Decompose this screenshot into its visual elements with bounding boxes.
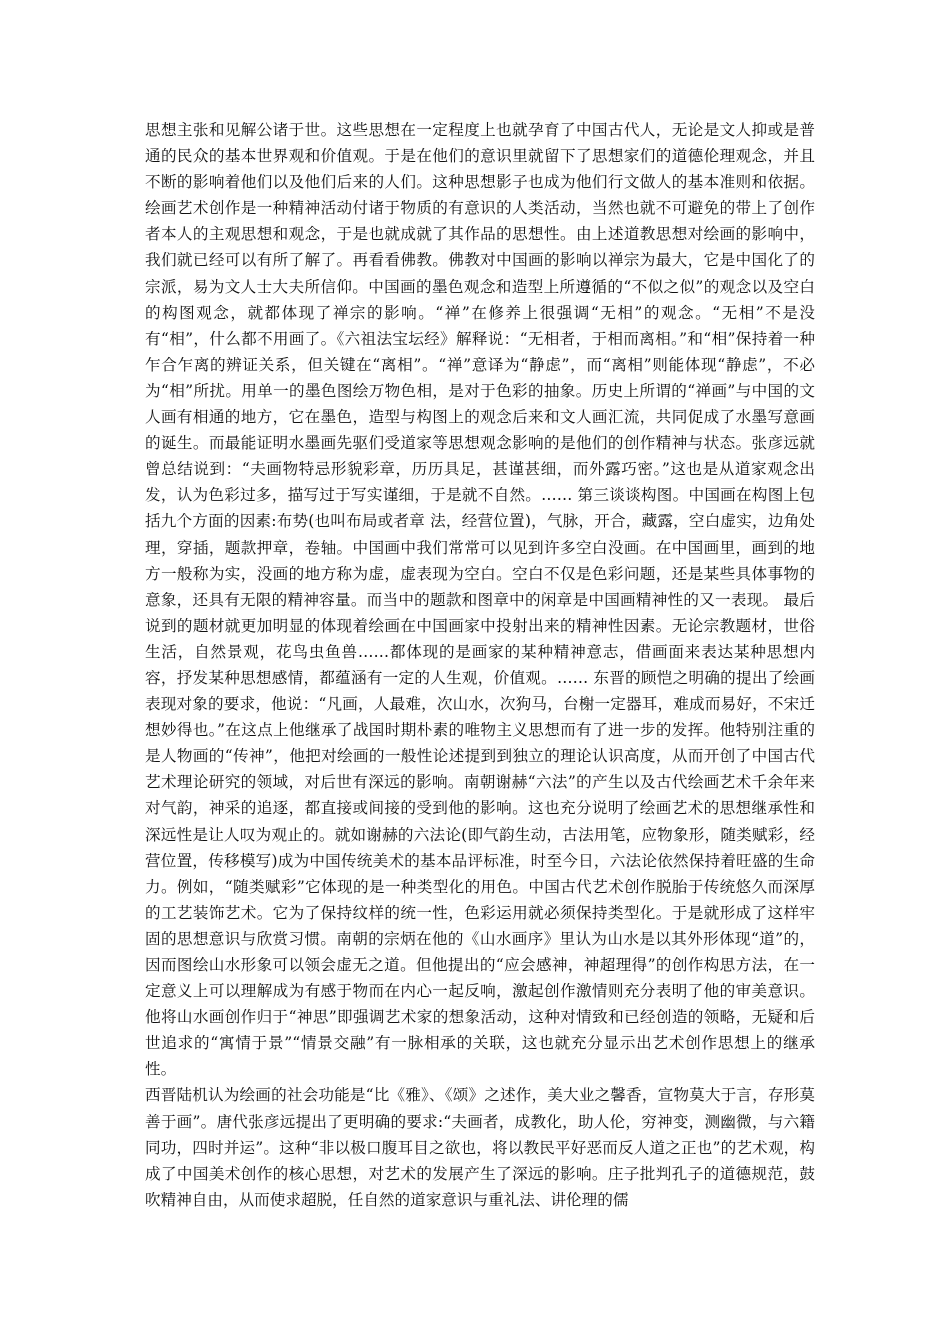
body-paragraph: 西晋陆机认为绘画的社会功能是“比《雅》、《颂》之述作，美大业之馨香，宣物莫大于言，存形莫善于画”。唐代张彦远提出了更明确的要求:“夫画者，成教化，助人伦，穷神变，测幽微，与六籍同功，四时并运”。这种“非以极口腹耳目之欲也，将以教民平好恶而反人道之正也”的艺术观，构成了中国美术创作的核心思想，对艺术的发展产生了深远的影响。庄子批判孔子的道德规范，鼓吹精神自由，从而使求超脱，任自然的道家意识与重礼法、讲伦理的儒 [145, 1086, 815, 1209]
document-body [145, 117, 815, 1213]
body-paragraph: 思想主张和见解公诸于世。这些思想在一定程度上也就孕育了中国古代人，无论是文人抑或是普通的民众的基本世界观和价值观。于是在他们的意识里就留下了思想家们的道德伦理观念，并且不断的影响着他们以及他们后来的人们。这种思想影子也成为他们行文做人的基本准则和依据。绘画艺术创作是一种精神活动付诸于物质的有意识的人类活动，当然也就不可避免的带上了创作者本人的主观思想和观念，于是也就成就了其作品的思想性。由上述道教思想对绘画的影响中，我们就已经可以有所了解了。再看看佛教。佛教对中国画的影响以禅宗为最大，它是中国化了的宗派，易为文人士大夫所信仰。中国画的墨色观念和造型上所遵循的“不似之似”的观念以及空白的构图观念，就都体现了禅宗的影响。“禅”在修养上很强调“无相”的观念。“无相”不是没有“相”，什么都不用画了。《六祖法宝坛经》解释说：“无相者，于相而离相。”和“相”保持着一种乍合乍离的辨证关系，但关键在“离相”。“禅”意译为“静虑”，而“离相”则能体现“静虑”，不必为“相”所扰。用单一的墨色图绘万物色相，是对于色彩的抽象。历史上所谓的“禅画”与中国的文人画有相通的地方，它在墨色，造型与构图上的观念后来和文人画汇流，共同促成了水墨写意画的诞生。而最能证明水墨画先驱们受道家等思想观念影响的是他们的创作精神与状态。张彦远就曾总结说到：“夫画物特忌形貌彩章，历历具足，甚谨甚细，而外露巧密。”这也是从道家观念出发，认为色彩过多，描写过于写实谨细，于是就不自然。…… 第三谈谈构图。中国画在构图上包括九个方面的因素:布势(也叫布局或者章 法，经营位置)，气脉，开合，藏露，空白虚实，边角处理，穿插，题款押章，卷轴。中国画中我们常常可以见到许多空白没画。在中国画里，画到的地方一般称为实，没画的地方称为虚，虚表现为空白。空白不仅是色彩问题，还是某些具体事物的意象，还具有无限的精神容量。而当中的题款和图章中的闲章是中国画精神性的又一表现。 最后说到的题材就更加明显的体现着绘画在中国画家中投射出来的精神性因素。无论宗教题材，世俗生活，自然景观，花鸟虫鱼兽……都体现的是画家的某种精神意志，借画面来表达某种思想内容，抒发某种思想感情，都蕴涵有一定的人生观，价值观。…… 东晋的顾恺之明确的提出了绘画表现对象的要求，他说：“凡画，人最难，次山水，次狗马，台榭一定器耳，难成而易好，不宋迁想妙得也。”在这点上他继承了战国时期朴素的唯物主义思想而有了进一步的发挥。他特别注重的是人物画的“传神”，他把对绘画的一般性论述提到到独立的理论认识高度，从而开创了中国古代艺术理论研究的领域，对后世有深远的影响。南朝谢赫“六法”的产生以及古代绘画艺术千余年来对气韵，神采的追逐，都直接或间接的受到他的影响。这也充分说明了绘画艺术的思想继承性和深远性是让人叹为观止的。就如谢赫的六法论(即气韵生动，古法用笔，应物象形，随类赋彩，经营位置，传移模写)成为中国传统美术的基本品评标准，时至今日，六法论依然保持着旺盛的生命力。例如，“随类赋彩”它体现的是一种类型化的用色。中国古代艺术创作脱胎于传统悠久而深厚的工艺装饰艺术。它为了保持纹样的统一性，色彩运用就必须保持类型化。于是就形成了这样牢固的思想意识与欣赏习惯。南朝的宗炳在他的《山水画序》里认为山水是以其外形体现“道”的，因而图绘山水形象可以领会虚无之道。但他提出的“应会感神，神超理得”的创作构思方法，在一定意义上可以理解成为有感于物而在内心一起反响，激起创作激情则充分表明了他的审美意识。他将山水画创作归于“神思”即强调艺术家的想象活动，这种对情致和已经创造的领略，无疑和后世追求的“寓情于景”“情景交融”有一脉相承的关联，这也就充分显示出艺术创作思想上的继承性。 [145, 121, 815, 1079]
